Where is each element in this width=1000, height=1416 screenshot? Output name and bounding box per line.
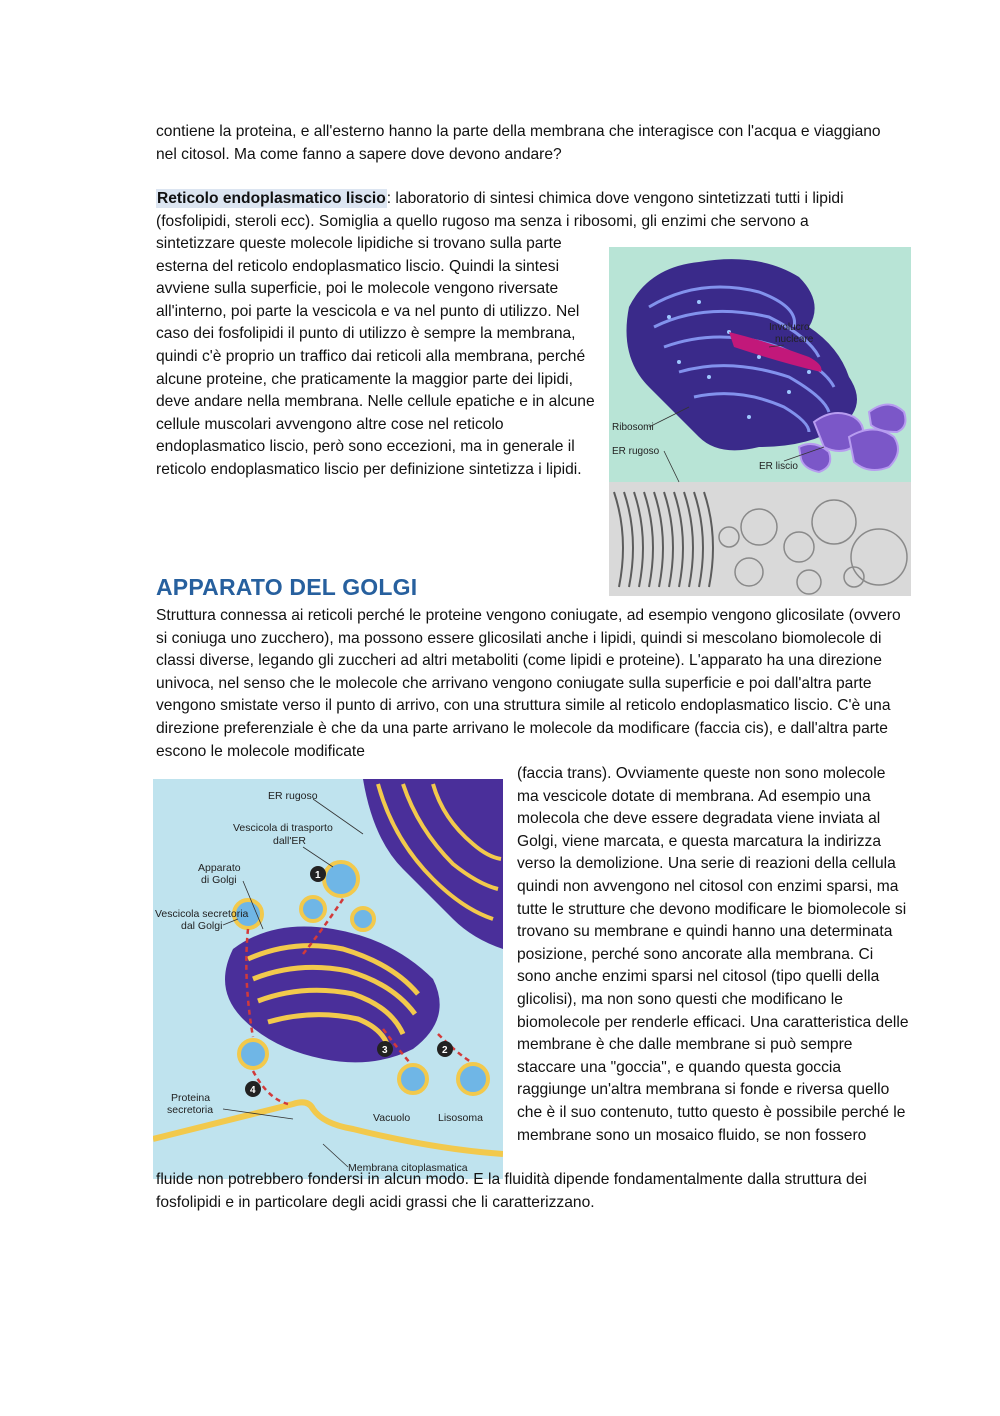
- section-heading-golgi: APPARATO DEL GOLGI: [156, 574, 418, 600]
- label-involucro-line1: Involucro: [769, 322, 810, 333]
- step-3-label: 3: [382, 1045, 388, 1056]
- label-proteina-line1: Proteina: [171, 1092, 211, 1104]
- er-figure: [609, 247, 911, 596]
- paragraph-closing: fluide non potrebbero fondersi in alcun modo. E la fluidità dipende fondamentalmente dalla struttura dei fosfolipidi e in particolare degli acidi grassi che li caratterizzano.: [156, 1171, 867, 1211]
- paragraph-smooth-er-rest: : laboratorio di sintesi chimica dove vengono sintetizzati tutti i lipidi (fosfolipidi, steroli ecc). Somiglia a quello rugoso ma senza i ribosomi, gli enzimi che servono a: [156, 190, 844, 230]
- label-involucro-line2: nucleare: [775, 334, 814, 345]
- highlighted-term: Reticolo endoplasmatico liscio: [157, 190, 386, 207]
- label-apparato-line2: di Golgi: [201, 874, 237, 886]
- label-apparato-line1: Apparato: [198, 862, 241, 874]
- golgi-figure: [153, 779, 503, 1179]
- paragraph-golgi: Struttura connessa ai reticoli perché le proteine vengono coniugate, ad esempio vengono glicosilate (ovvero si coniuga uno zucchero), ma possono essere glicosilati anche i lipidi, quindi si mescolano biomolecole di classi diverse, legando gli zuccheri ad altri metaboliti (come lipidi e proteine). L'apparato ha una direzione univoca, nel senso che le molecole che arrivano vengono coniugate sulla superficie e poi dall'altra parte vengono smistate verso il punto di arrivo, con una struttura simile al reticolo endoplasmatico liscio. C'è una direzione preferenziale è che da una parte arrivano le molecole da modificare (faccia cis), e dall'altra parte escono le molecole modificate: [156, 607, 901, 760]
- paragraph-golgi-wrapped: (faccia trans). Ovviamente queste non sono molecole ma vescicole dotate di membrana. Ad esempio una molecola che deve essere degradata viene inviata al Golgi, viene marcata, e questa marcatura la indirizza verso la demolizione. Una serie di reazioni della cellula quindi non avvengono nel citosol con enzimi sparsi, ma tutte le strutture che devono modificare le biomolecole si trovano su membrane e quindi hanno una determinata posizione, perché sono ancorate alla membrana. Ci sono anche enzimi sparsi nel citosol (tipo quelli della glicolisi), ma non sono questi che modificano le biomolecole per renderle efficaci. Una caratteristica delle membrane è che dalle membrane si può sempre staccare una "goccia", e quando questa goccia raggiunge un'altra membrana si fonde e riversa quello che è il suo contenuto, tutto questo è possibile perché le membrane sono un mosaico fluido, se non fossero: [517, 765, 909, 1144]
- label-proteina-line2: secretoria: [167, 1104, 214, 1116]
- label-vescicola-secretoria-line1: Vescicola secretoria: [155, 908, 249, 920]
- paragraph-intro: contiene la proteina, e all'esterno hanno la parte della membrana che interagisce con l'acqua e viaggiano nel citosol. Ma come fanno a sapere dove devono andare?: [156, 123, 881, 163]
- label-er-rugoso: ER rugoso: [612, 446, 660, 457]
- label-ribosomi: Ribosomi: [612, 422, 654, 433]
- label-er-liscio: ER liscio: [759, 461, 798, 472]
- label-vescicola-secretoria-line2: dal Golgi: [181, 920, 223, 932]
- label-er-rugoso: ER rugoso: [268, 790, 318, 802]
- label-vescicola-trasporto-line1: Vescicola di trasporto: [233, 822, 333, 834]
- label-vescicola-trasporto-line2: dall'ER: [273, 835, 306, 847]
- step-4-label: 4: [250, 1085, 256, 1096]
- step-2-label: 2: [442, 1045, 448, 1056]
- paragraph-smooth-er-wrapped: sintetizzare queste molecole lipidiche si trovano sulla parte esterna del reticolo endoplasmatico liscio. Quindi la sintesi avviene sulla superficie, poi le molecole vengono riversate all'interno, poi parte la vescicola e va nel punto di utilizzo. Nel caso dei fosfolipidi il punto di utilizzo è sempre la membrana, quindi c'è proprio un traffico dai reticoli alla membrana, perché alcune proteine, che praticamente la maggior parte dei lipidi, deve andare nella membrana. Nelle cellule epatiche e in alcune cellule muscolari avvengono altre cose nel reticolo endoplasmatico liscio, però sono eccezioni, ma in generale il reticolo endoplasmatico liscio per definizione sintetizza i lipidi.: [156, 235, 595, 478]
- paragraph-smooth-er: [156, 188, 906, 233]
- label-vacuolo: Vacuolo: [373, 1112, 411, 1124]
- label-lisosoma: Lisosoma: [438, 1112, 483, 1124]
- label-membrana: Membrana citoplasmatica: [348, 1162, 468, 1174]
- step-1-label: 1: [315, 870, 321, 881]
